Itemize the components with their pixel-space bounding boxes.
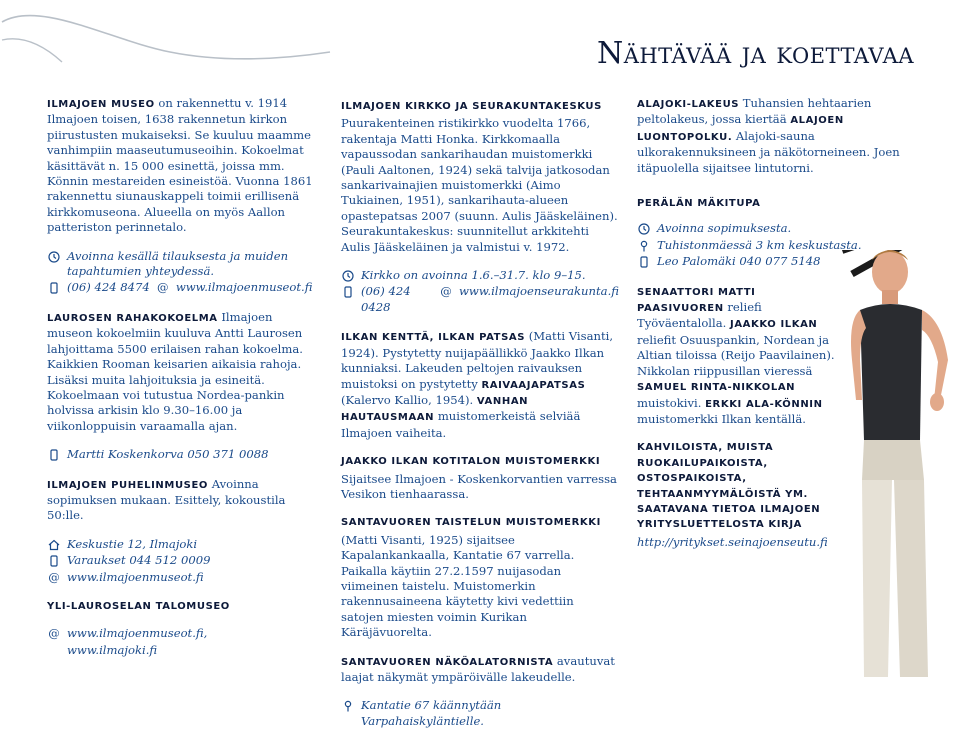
location-pin-icon [637, 238, 651, 253]
makitupa-open-line [637, 221, 919, 236]
patsas-text-2: (Kalervo Kallio, 1954). [341, 392, 474, 407]
museo-phone-line [47, 280, 317, 295]
home-icon [47, 537, 61, 552]
talomuseo-info [47, 626, 317, 658]
phone-icon [47, 280, 61, 295]
puhelinmuseo-web-line [47, 570, 317, 585]
ala-konni-heading: ERKKI ALA-KÖNNIN [705, 398, 823, 410]
paasivuori-text-3: muistokivi. [637, 395, 702, 410]
kotitalo-text: Sijaitsee Ilmajoen - Koskenkorvantien varressa Vesikon tienhaarassa. [341, 471, 617, 501]
lakeus-text-2: Alajoki-sauna ulkorakennuksineen ja näkötorneineen. Joen itäpuolella sijaitsee lintutorni. [637, 128, 900, 175]
nakoala-section [341, 654, 619, 686]
clock-icon [47, 249, 61, 264]
nakoala-heading: SANTAVUOREN NÄKÖALATORNISTA [341, 656, 554, 668]
clock-icon [341, 268, 355, 283]
puhelinmuseo-heading: ILMAJOEN PUHELINMUSEO [47, 479, 209, 491]
phone-icon [47, 447, 61, 462]
taistelu-text: (Matti Visanti, 1925) sijaitsee Kapalankankaalla, Kantatie 67 varrella. Paikalla käytiin 27.2.1597 nuijasodan viimeinen taistelu. Muistomerkin rakennusaineena käytetty kivi vedettiin satojen miesten voimin Kurikan Käräjävuorelta. [341, 532, 575, 640]
museo-open-line [47, 249, 317, 280]
column-left [47, 96, 317, 672]
rahakokoelma-info [47, 447, 317, 462]
decorative-swoosh [0, 0, 340, 90]
patsas-text-1: (Matti Visanti, 1924). Pystytetty nuijapäällikkö Jaakko Ilkan kunniaksi. Lakeuden peltojen raivauksen muistoksi on pystytetty [341, 329, 614, 391]
jaakko-ilkan-heading: JAAKKO ILKAN [730, 319, 818, 331]
kirkko-text: Puurakenteinen ristikirkko vuodelta 1766, rakentaja Matti Honka. Kirkkomaalla vapaussodan sankarihaudan muistomerkki (Pauli Aaltonen, 1924) sekä talvija jatkosodan sankarivainajien muistomerkki (Aimo Tukiainen, 1951), sankarihauta-alueen opastepatsas 2007 (suunn. Aulis Jääskeläinen). Seurakuntakeskus: suunnitellut arkkitehti Aulis Jääskeläinen ja valmistui v. 1972. [341, 116, 618, 254]
museo-phone: (06) 424 8474 [67, 280, 150, 295]
nakoala-location: Kantatie 67 käännytään Varpahaiskyläntielle. [361, 698, 502, 728]
puhelinmuseo-address: Keskustie 12, Ilmajoki [67, 536, 198, 551]
puhelinmuseo-reservations: Varaukset 044 512 0009 [67, 553, 211, 568]
puhelinmuseo-section [47, 477, 317, 524]
spacer [47, 643, 61, 658]
at-icon: @ [48, 626, 60, 641]
at-icon: @ [440, 284, 452, 299]
kirkko-heading: ILMAJOEN KIRKKO JA SEURAKUNTAKESKUS [341, 101, 602, 112]
rahakokoelma-section [47, 310, 317, 434]
kirkko-web-link[interactable]: www.ilmajoenseurakunta.fi [459, 284, 619, 299]
kahvilat-section [637, 440, 832, 550]
lakeus-text-1: Tuhansien hehtaarien peltolakeus, jossa kiertää [637, 96, 872, 127]
nakoala-location-line [341, 698, 619, 729]
phone-icon [637, 254, 651, 269]
patsas-heading: ILKAN KENTTÄ, ILKAN PATSAS [341, 332, 526, 344]
phone-icon [341, 284, 355, 299]
raivaajapatsas-heading: RAIVAAJAPATSAS [481, 379, 586, 391]
museo-section [47, 96, 317, 236]
makitupa-location: Tuhistonmäessä 3 km keskustasta. [657, 237, 862, 252]
paasivuori-section [637, 284, 842, 428]
rinta-nikkola-heading: SAMUEL RINTA-NIKKOLAN [637, 382, 796, 394]
kirkko-phone: (06) 424 0428 [361, 284, 411, 314]
talomuseo-web-line-2 [47, 643, 317, 658]
lakeus-heading: ALAJOKI-LAKEUS [637, 99, 740, 110]
talomuseo-web-link-1[interactable]: www.ilmajoenmuseot.fi, [67, 626, 208, 641]
at-icon: @ [48, 569, 60, 584]
paasivuori-text-2: reliefit Osuuspankin, Nordean ja Altian tiloissa (Reijo Paavilainen). Nikkolan riippusillan vieressä [637, 332, 835, 378]
paasivuori-text-4: muistomerkki Ilkan kentällä. [637, 411, 806, 426]
luontopolku-heading: ALAJOEN LUONTOPOLKU. [637, 115, 844, 143]
paasivuori-heading: SENAATTORI MATTI PAASIVUOREN [637, 286, 756, 315]
talomuseo-web-link-2[interactable]: www.ilmajoki.fi [67, 642, 158, 657]
kotitalo-heading: JAAKKO ILKAN KOTITALON MUISTOMERKKI [341, 456, 601, 468]
kirkko-info [341, 268, 619, 315]
kahvilat-web-link[interactable]: http://yritykset.seinajoenseutu.fi [637, 534, 828, 549]
puhelinmuseo-info [47, 537, 317, 585]
page-title: Nähtävää ja koettavaa [596, 36, 914, 71]
patsas-text-3: muistomerkeistä selviää Ilmajoen vaiheita. [341, 409, 581, 440]
rahakokoelma-text: Ilmajoen museon kokoelmiin kuuluva Antti Laurosen lahjoittama 5500 erilaisen rahan kokoelma. Kaikkien Rooman keisarien aikaisia rahoja. Lisäksi muita lahjoituksia ja esineitä. Kokoelmaan voi tutustua Nordea-pankin holvissa arkisin klo 9.30–16.00 ja viikonloppuisin varaamalla ajan. [47, 309, 303, 433]
museo-text: on rakennettu v. 1914 Ilmajoen toisen, 1638 rakennetun kirkon piirustusten mukaiseksi. Se kuuluu maamme vanhimpiin maaseutumuseoihin. Kokoelmat käsittävät n. 15 000 esinettä, joissa mm. Könnin mestareiden esineistöä. Vuonna 1861 rakennettu siunauskappeli toimii erillisenä kirkkomuseona. Alueella on myös Aallon patteriston perinnetalo. [47, 96, 313, 235]
kirkko-open-line [341, 268, 619, 283]
patsas-section [341, 329, 619, 441]
makitupa-open: Avoinna sopimuksesta. [657, 221, 792, 236]
nakoala-info [341, 698, 619, 729]
phone-icon [47, 553, 61, 568]
kirkko-phone-line [341, 284, 619, 315]
kahvilat-heading: KAHVILOISTA, MUISTA RUOKAILUPAIKOISTA, OSTOSPAIKOISTA, TEHTAANMYYMÄLÖISTÄ YM. SAATAVANA TIETOA ILMAJOEN YRITYSLUETTELOSTA KIRJA [637, 442, 821, 531]
puhelinmuseo-web-link[interactable]: www.ilmajoenmuseot.fi [67, 569, 204, 584]
lakeus-section [637, 96, 919, 176]
hautausmaa-heading: VANHAN HAUTAUSMAAN [341, 395, 529, 424]
clock-icon [637, 221, 651, 236]
column-middle [341, 99, 619, 743]
location-pin-icon [341, 698, 355, 713]
rahakokoelma-heading: LAUROSEN RAHAKOKOELMA [47, 312, 218, 324]
talomuseo-heading: YLI-LAUROSELAN TALOMUSEO [47, 600, 230, 612]
talomuseo-web-line [47, 626, 317, 641]
rahakokoelma-contact-line [47, 447, 317, 462]
boy-with-bat-photo [842, 250, 960, 677]
nakoala-text: avautuvat laajat näkymät ympäröivälle lakeudelle. [341, 653, 615, 684]
makitupa-heading: PERÄLÄN MÄKITUPA [637, 198, 761, 210]
paasivuori-text-1: reliefi Työväentalolla. [637, 300, 762, 331]
rahakokoelma-contact: Martti Koskenkorva 050 371 0088 [67, 447, 269, 462]
museo-heading: ILMAJOEN MUSEO [47, 99, 155, 110]
at-icon: @ [157, 280, 169, 295]
museo-web-link[interactable]: www.ilmajoenmuseot.fi [175, 280, 313, 295]
museo-info [47, 249, 317, 296]
museo-open: Avoinna kesällä tilauksesta ja muiden tapahtumien yhteydessä. [67, 248, 289, 279]
puhelinmuseo-address-line [47, 537, 317, 552]
taistelu-heading: SANTAVUOREN TAISTELUN MUISTOMERKKI [341, 517, 601, 529]
makitupa-contact: Leo Palomäki 040 077 5148 [657, 254, 821, 269]
puhelinmuseo-text: Avoinna sopimuksen mukaan. Esittely, kokoustila 50:lle. [47, 476, 286, 523]
puhelinmuseo-reservations-line [47, 553, 317, 568]
kirkko-open: Kirkko on avoinna 1.6.–31.7. klo 9–15. [361, 268, 586, 283]
